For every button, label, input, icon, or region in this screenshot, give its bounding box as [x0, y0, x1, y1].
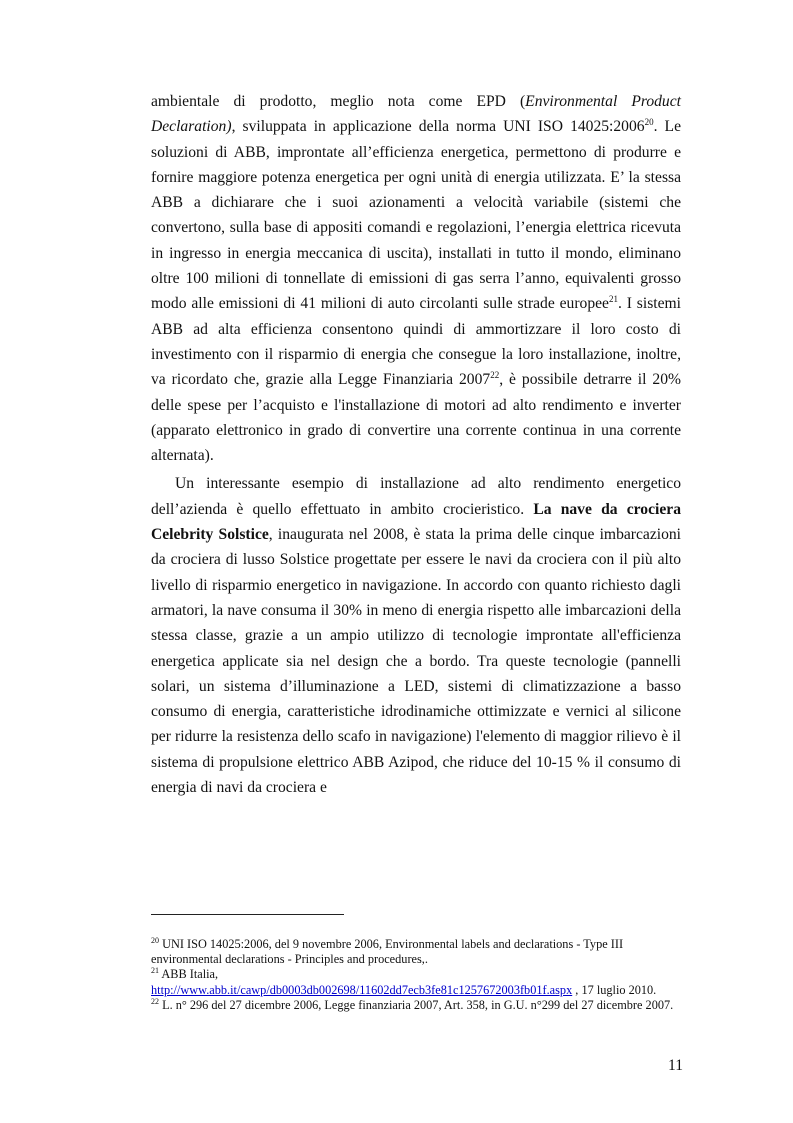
footnote-22: [151, 998, 686, 1013]
abb-url-link[interactable]: http://www.abb.it/cawp/db0003db002698/11602dd7ecb3fe81c1257672003fb01f.aspx: [151, 982, 573, 997]
epd-italic-term: Environmental Product Declaration): [151, 93, 681, 136]
footnote-ref-22[interactable]: 22: [490, 370, 500, 381]
footnote-text-after: , 17 luglio 2010.: [572, 982, 657, 997]
paragraph-2-text-a: Un interessante esempio di installazione ad alto rendimento energetico dell’azienda è quello effettuato in ambito crocieristico.: [151, 475, 681, 518]
paragraph-2-text-b: , inaugurata nel 2008, è stata la prima delle cinque imbarcazioni da crociera di lusso Solstice progettate per essere le navi da crociera con il più alto livello di risparmio energetico in navigazione. In accordo con quanto richiesto dagli armatori, la nave consuma il 30% in meno di energia rispetto alle imbarcazioni della stessa classe, grazie a un ampio utilizzo di tecnologie improntate all'efficienza energetica applicate sia nel design che a bordo. Tra queste tecnologie (pannelli solari, un sistema d’illuminazione a LED, sistemi di climatizzazione a basso consumo di energia, caratteristiche idrodinamiche ottimizzate e vernici al silicone per ridurre la resistenza dello scafo in navigazione) l'elemento di maggior rilievo è il sistema di propulsione elettrico ABB Azipod, che riduce del 10-15 % il consumo di energia di navi da crociera e: [151, 526, 681, 797]
footnote-number: 21: [151, 966, 159, 976]
footnote-text: L. n° 296 del 27 dicembre 2006, Legge finanziaria 2007, Art. 358, in G.U. n°299 del 27 dicembre 2007.: [159, 997, 674, 1012]
footnote-text: UNI ISO 14025:2006, del 9 novembre 2006, Environmental labels and declarations - Type III environmental declarations - Principles and procedures,.: [151, 937, 624, 967]
footnote-separator: [151, 914, 344, 915]
body-text: [151, 89, 681, 800]
footnotes: [151, 937, 686, 1013]
celebrity-solstice-bold: La nave da crociera Celebrity Solstice: [151, 500, 681, 544]
paragraph-1-text-c: . Le soluzioni di ABB, improntate all’efficienza energetica, permettono di produrre e fornire maggiore potenza energetica per ogni unità di energia utilizzata. E’ la stessa ABB a dichiarare che i suoi azionamenti a velocità variabile (sistemi che convertono, sulla base di appositi comandi e regolazioni, l’energia elettrica ricevuta in ingresso in energia meccanica di uscita), installati in tutto il mondo, eliminano oltre 100 milioni di tonnellate di emissioni di gas serra l’anno, equivalenti grosso modo alle emissioni di 41 milioni di auto circolanti sulle strade europee: [151, 118, 681, 313]
footnote-number: 20: [151, 935, 159, 945]
footnote-20: [151, 937, 686, 967]
footnote-21: [151, 967, 686, 997]
footnote-text: ABB Italia,: [159, 967, 219, 982]
page-number: 11: [667, 1057, 683, 1074]
paragraph-2: [151, 471, 681, 800]
paragraph-1-text-e: , è possibile detrarre il 20% delle spese per l’acquisto e l'installazione di motori ad alto rendimento e inverter (apparato elettronico in grado di convertire una corrente continua in una corrente alternata).: [151, 371, 681, 465]
paragraph-1-text-a: ambientale di prodotto, meglio nota come EPD (: [151, 93, 526, 110]
paragraph-1: [151, 89, 681, 468]
paragraph-1-text-d: . I sistemi ABB ad alta efficienza consentono quindi di ammortizzare il loro costo di investimento con il risparmio di energia che consegue la loro installazione, inoltre, va ricordato che, grazie alla Legge Finanziaria 2007: [151, 295, 681, 389]
footnote-ref-21[interactable]: 21: [608, 294, 618, 305]
paragraph-1-text-b: , sviluppata in applicazione della norma UNI ISO 14025:2006: [231, 118, 645, 136]
footnote-ref-20[interactable]: 20: [644, 117, 654, 128]
footnote-number: 22: [151, 996, 159, 1006]
